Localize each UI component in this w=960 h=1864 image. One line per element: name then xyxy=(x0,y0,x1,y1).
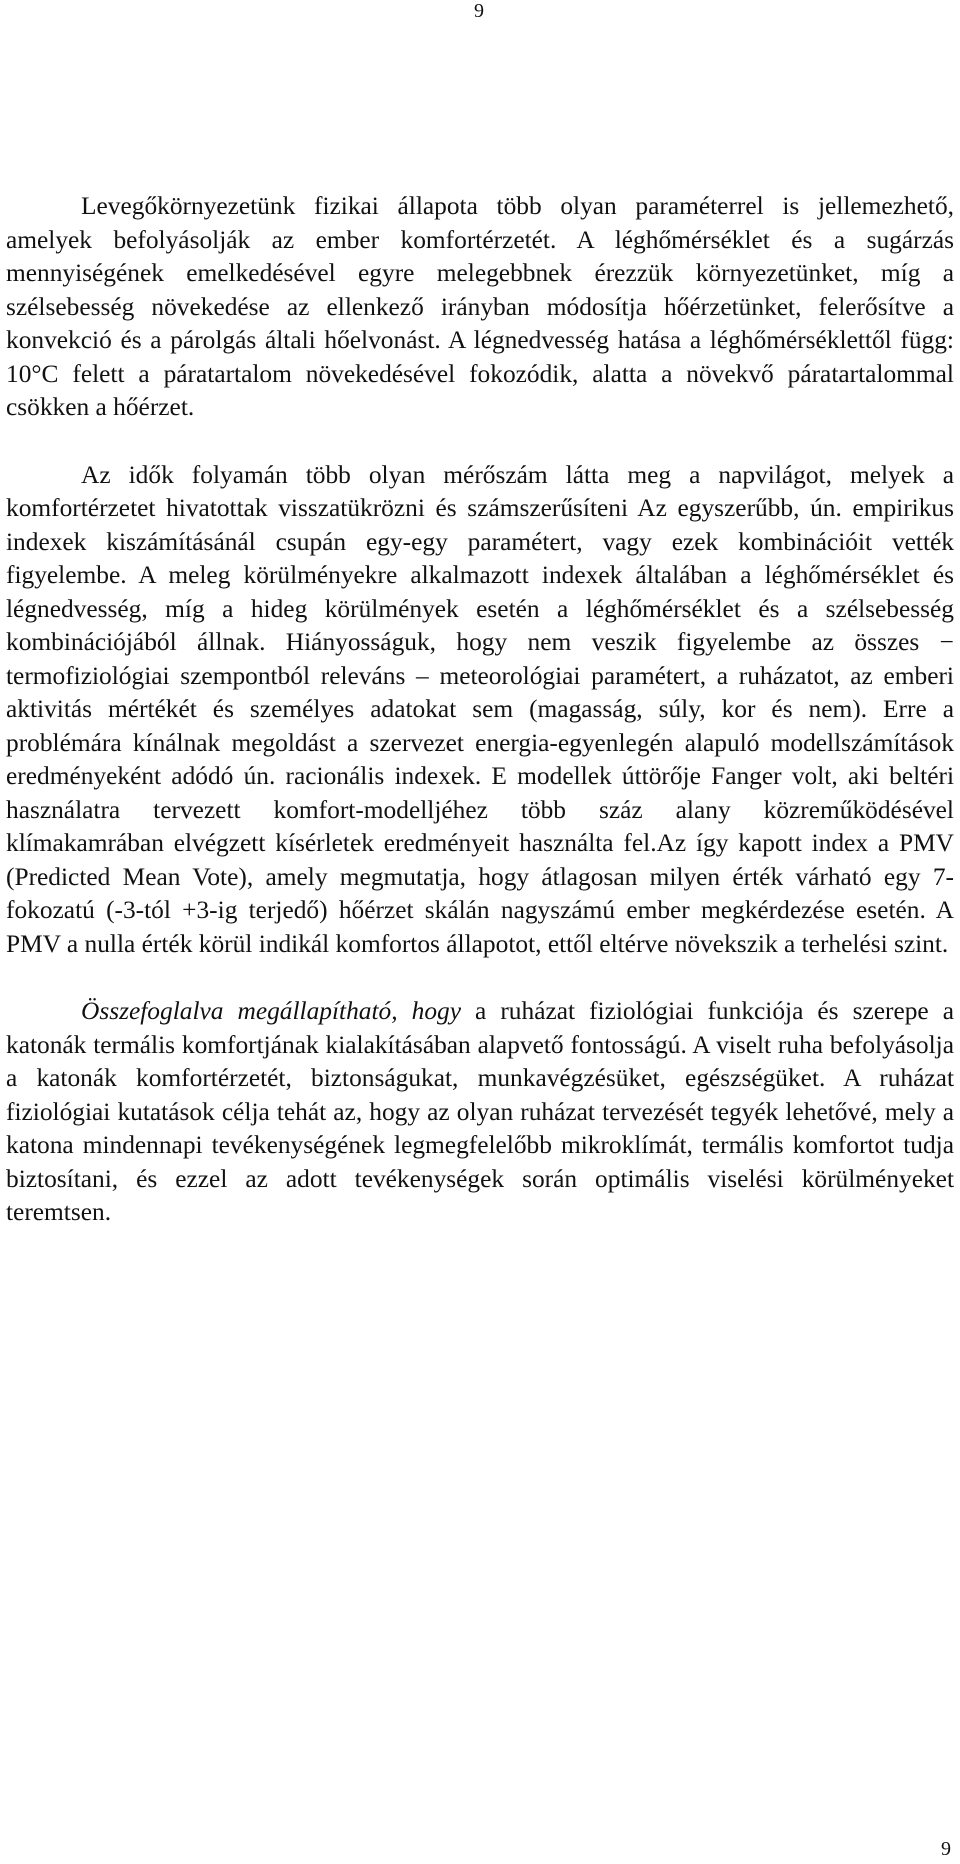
paragraph-3-lead: Összefoglalva megállapítható, hogy xyxy=(81,997,461,1025)
paragraph-3 xyxy=(6,995,954,1230)
page-number-bottom: 9 xyxy=(941,1838,951,1860)
paragraph-1: Levegőkörnyezetünk fizikai állapota több olyan paraméterrel is jellemezhető, amelyek befolyásolják az ember komfortérzetét. A léghőmérséklet és a sugárzás mennyiségének emelkedésével egyre melegebbnek érezzük környezetünket, míg a szélsebesség növekedése az ellenkező irányban módosítja hőérzetünket, felerősítve a konvekció és a párolgás általi hőelvonást. A légnedvesség hatása a léghőmérséklettől függ: 10°C felett a páratartalom növekedésével fokozódik, alatta a növekvő páratartalommal csökken a hőérzet. xyxy=(6,192,954,421)
document-body xyxy=(6,190,954,1230)
paragraph-2: Az idők folyamán több olyan mérőszám látta meg a napvilágot, melyek a komfortérzetet hivatottak visszatükrözni és számszerűsíteni Az egyszerűbb, ún. empirikus indexek kiszámításánál csupán egy-egy paramétert, vagy ezek kombinációit vették figyelembe. A meleg körülményekre alkalmazott indexek általában a léghőmérséklet és légnedvesség, míg a hideg körülmények esetén a léghőmérséklet és a szélsebesség kombinációjából állnak. Hiányosságuk, hogy nem veszik figyelembe az összes − termofiziológiai szempontból releváns – meteorológiai paramétert, a ruházatot, az emberi aktivitás mértékét és személyes adatokat sem (magasság, súly, kor és nem). Erre a problémára kínálnak megoldást a szervezet energia-egyenlegén alapuló modellszámítások eredményeként adódó ún. racionális indexek. E modellek úttörője Fanger volt, aki beltéri használatra tervezett komfort-modelljéhez több száz alany közreműködésével klímakamrában elvégzett kísérletek eredményeit használta fel.Az így kapott index a PMV (Predicted Mean Vote), amely megmutatja, hogy átlagosan milyen érték várható egy 7-fokozatú (-3-tól +3-ig terjedő) hőérzet skálán nagyszámú ember megkérdezése esetén. A PMV a nulla érték körül indikál komfortos állapotot, ettől eltérve növekszik a terhelési szint. xyxy=(6,460,954,958)
paragraph-3-text: a ruházat fiziológiai funkciója és szerepe a katonák termális komfortjának kialakításában alapvető fontosságú. A viselt ruha befolyásolja a katonák komfortérzetét, biztonságukat, munkavégzésüket, egészségüket. A ruházat fiziológiai kutatások célja tehát az, hogy az olyan ruházat tervezését tegyék lehetővé, mely a katona mindennapi tevékenységének legmegfelelőbb mikroklímát, termális komfortot tudja biztosítani, és ezzel az adott tevékenységek során optimális viselési körülményeket teremtsen. xyxy=(6,997,955,1226)
page-number-top: 9 xyxy=(474,0,484,22)
